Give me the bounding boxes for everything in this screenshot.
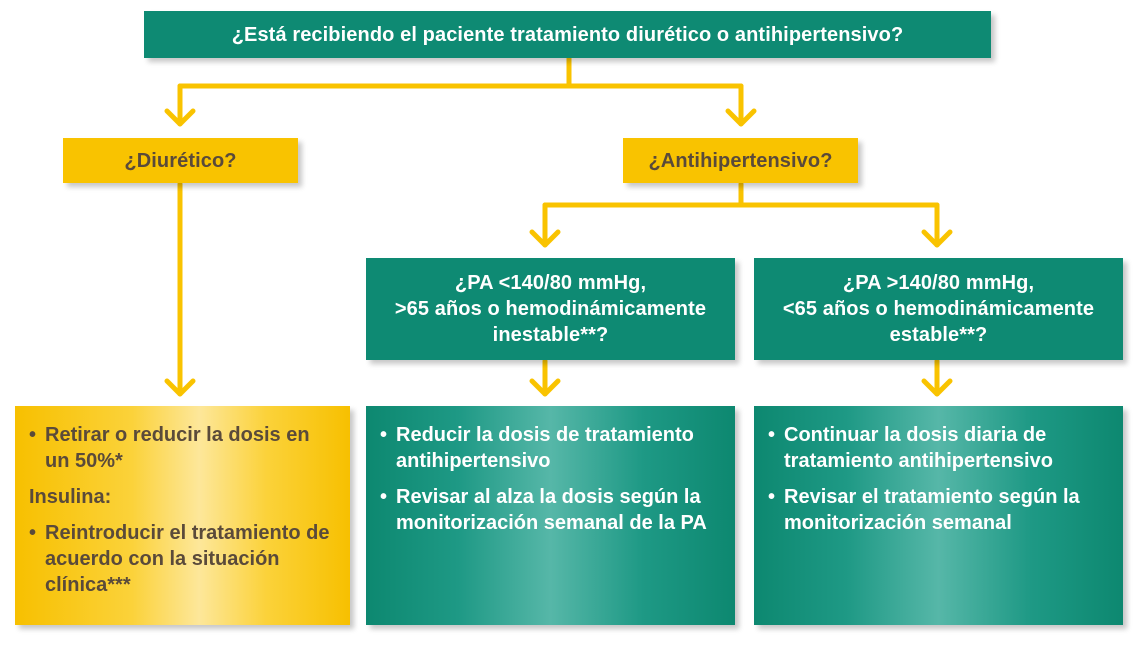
- high-bp-condition-box: [754, 258, 1123, 360]
- diuretic-actions-list: [29, 422, 336, 474]
- question-text: ¿Está recibiendo el paciente tratamiento diurético o antihipertensivo?: [231, 23, 904, 46]
- diuretic-action-item: • Retirar o reducir la dosis en un 50%*: [29, 422, 336, 474]
- diuretic-actions-box: [15, 406, 350, 625]
- low-bp-action-item: • Revisar al alza la dosis según la monitorización semanal de la PA: [380, 484, 721, 536]
- high-bp-actions-list: [768, 422, 1109, 536]
- low-bp-actions-list: [380, 422, 721, 536]
- high-bp-action-item: • Continuar la dosis diaria de tratamiento antihipertensivo: [768, 422, 1109, 474]
- diuretic-label: ¿Diurético?: [124, 149, 237, 172]
- high-bp-condition-line: ¿PA >140/80 mmHg,: [842, 272, 1035, 294]
- low-bp-condition-line: >65 años o hemodinámicamente: [394, 298, 707, 320]
- insulin-actions-list: [29, 520, 336, 598]
- low-bp-condition-box: [366, 258, 735, 360]
- low-bp-condition-line: ¿PA <140/80 mmHg,: [454, 272, 647, 294]
- low-bp-action-item: • Reducir la dosis de tratamiento antihipertensivo: [380, 422, 721, 474]
- low-bp-actions-box: [366, 406, 735, 625]
- antihypertensive-box: [623, 138, 858, 183]
- question-box: [144, 11, 991, 58]
- high-bp-condition-line: <65 años o hemodinámicamente: [782, 298, 1095, 320]
- high-bp-actions-box: [754, 406, 1123, 625]
- high-bp-condition-line: estable**?: [889, 324, 988, 346]
- insulin-heading: Insulina:: [29, 486, 112, 508]
- low-bp-condition-line: inestable**?: [492, 324, 609, 346]
- antihypertensive-label: ¿Antihipertensivo?: [648, 149, 833, 172]
- high-bp-action-item: • Revisar el tratamiento según la monitorización semanal: [768, 484, 1109, 536]
- diuretic-box: [63, 138, 298, 183]
- insulin-action-item: • Reintroducir el tratamiento de acuerdo con la situación clínica***: [29, 520, 336, 598]
